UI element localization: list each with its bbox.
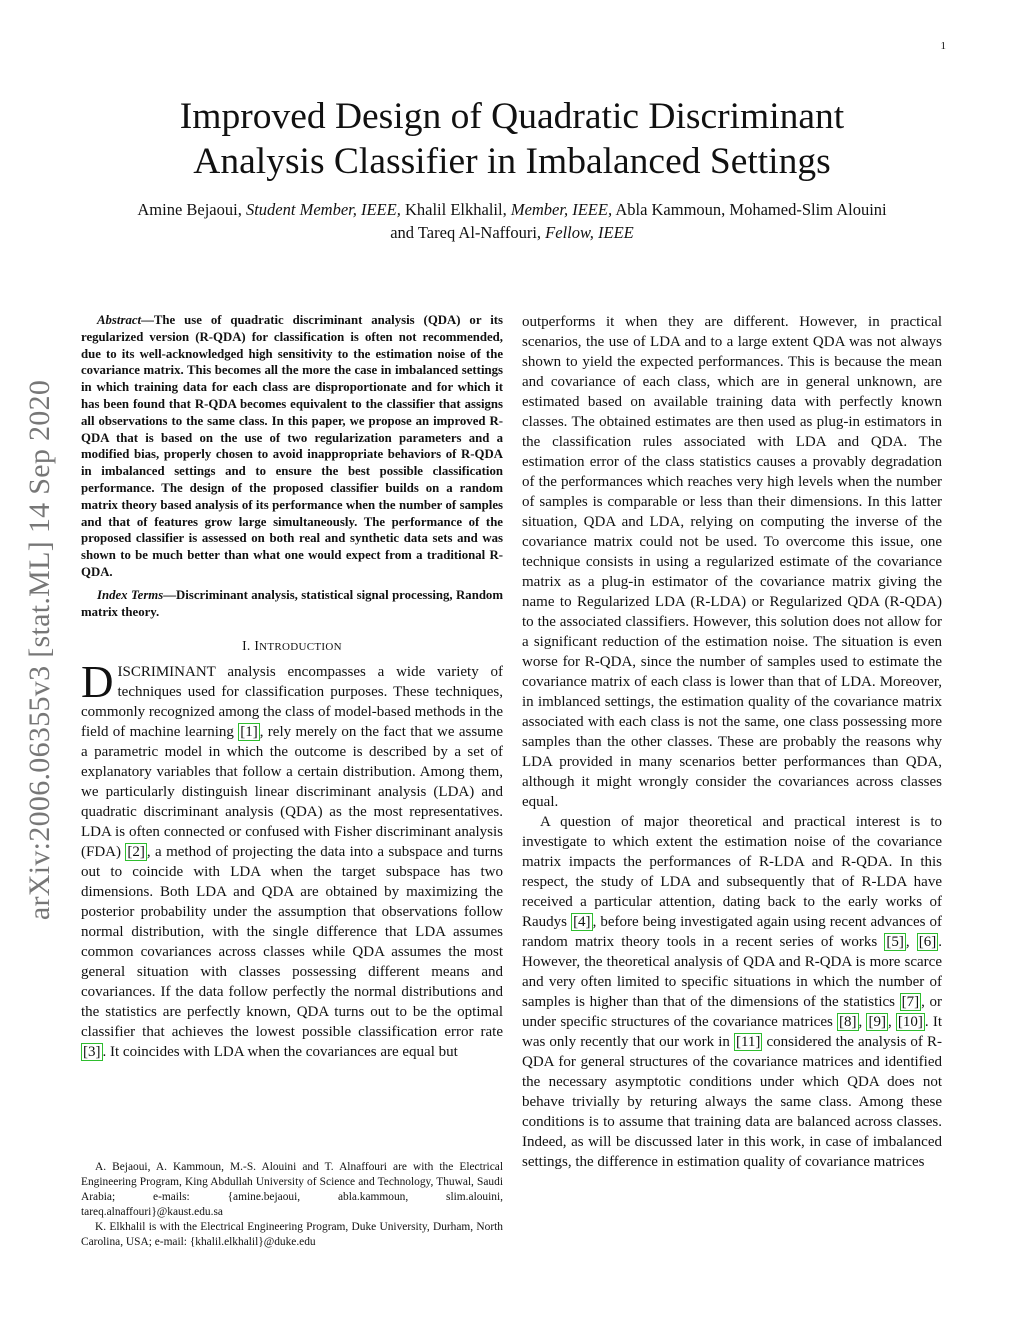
right-text-c: ,: [905, 934, 917, 950]
section-numeral: I.: [242, 638, 251, 654]
author-4-role: Fellow, IEEE: [545, 223, 634, 242]
author-2-role: Member, IEEE,: [510, 200, 613, 219]
right-column: [522, 312, 942, 1172]
citation-link[interactable]: [8]: [839, 1014, 857, 1030]
arxiv-stamp: [20, 350, 60, 950]
intro-text-1: analysis encompasses a wide variety of techniques used for classification purposes. These techniques, commonly recognized among the class of model-based methods in the field of machine learning: [81, 664, 503, 741]
left-column: [81, 312, 503, 1062]
footnote-affiliation-1: A. Bejaoui, A. Kammoun, M.-S. Alouini and T. Alnaffouri are with the Electrical Engineering Program, King Abdullah University of Science and Technology, Thuwal, Saudi Arabia; e-mails: {amine.bejaoui, abla.kammoun, slim.alouini, tareq.alnaffouri}@kaust.edu.sa: [81, 1161, 503, 1218]
title-line-1: Improved Design of Quadratic Discriminant: [179, 96, 845, 137]
right-text-g: ,: [887, 1014, 896, 1030]
right-paragraph-2: [522, 812, 942, 1172]
footnote-affiliation-2: K. Elkhalil is with the Electrical Engineering Program, Duke University, Durham, North Carolina, USA; e-mail: {khalil.elkhalil}@duke.edu: [81, 1221, 503, 1248]
right-text-f: ,: [858, 1014, 867, 1030]
author-4: and Tareq Al-Naffouri,: [390, 223, 542, 242]
author-3: Abla Kammoun, Mohamed-Slim Alouini: [615, 200, 887, 219]
author-1-role: Student Member, IEEE,: [245, 200, 401, 219]
right-paragraph-1: outperforms it when they are different. However, in practical scenarios, the use of LDA and to a large extent QDA was not always shown to yield the expected performances. This is because the mean and covariance of each class, which are in general unknown, are estimated based on available training data with perfectly known classes. The obtained estimates are then used as plug-in estimators in the classification rules associated with LDA and QDA. The estimation error of the class statistics causes a provably degradation of the performances which reaches very high levels when the number of samples is comparable or less than their dimensions. In this latter situation, QDA and LDA, relying on computing the inverse of the covariance matrix could not be used. To overcome this issue, one technique consists in using a regularized estimate of the covariance matrix as a plug-in estimator of the covariance matrix giving the name to Regularized LDA (R-LDA) or Regularized QDA (R-QDA) to the associated classifiers. However, this solution does not allow for a significant reduction of the estimation noise. The situation is even worse for R-QDA, since the number of samples used to estimate the covariance matrix of each class is lower than that of LDA. Moreover, in imblanced settings, the estimation quality of the covariance matrix associated with each class is not the same, one class possessing more samples than the other classes. These are probably the reasons why LDA provided in many scenarios better performances than QDA, although it might wrongly consider the covariances across classes equal.: [522, 314, 942, 810]
right-text-b: , before being investigated again using recent advances of random matrix theory tools in a recent series of works: [522, 914, 942, 950]
author-1: Amine Bejaoui,: [137, 200, 242, 219]
intro-lead: ISCRIMINANT: [117, 664, 216, 681]
intro-text-2: , rely merely on the fact that we assume a parametric model in which the outcome is described by a set of explanatory variables that follow a certain distribution. Among them, we particularly distinguish linear discriminant analysis (LDA) and quadratic discriminant analysis (QDA) as the most representatives. LDA is often connected or confused with Fisher discriminant analysis (FDA): [81, 724, 503, 861]
citation-link[interactable]: [1]: [240, 724, 258, 741]
right-text-d: . However, the theoretical analysis of QDA and R-QDA is more scarce and very often limited to specific situations in which the number of samples is higher than that of the dimensions of the statistics: [522, 934, 943, 1010]
footnotes: [81, 1160, 503, 1250]
right-text-e: , or under specific structures of the covariance matrices: [522, 994, 943, 1030]
abstract: [81, 312, 503, 581]
citation-link[interactable]: [10]: [897, 1014, 923, 1030]
index-terms: [81, 587, 503, 621]
citation-link[interactable]: [5]: [886, 934, 904, 950]
section-title-rest: NTRODUCTION: [259, 641, 342, 654]
citation-link[interactable]: [9]: [868, 1014, 886, 1030]
paper-title: [80, 94, 944, 184]
abstract-label: Abstract: [97, 313, 142, 327]
right-text-i: considered the analysis of R-QDA for general structures of the covariance matrices and identified the necessary asymptotic conditions under which QDA does not behave trivially by returing always the same class. Among these conditions is to assume that training data are balanced across classes. Indeed, as will be discussed later in this work, in case of imbalanced settings, the difference in estimation quality of covariance matrices: [522, 1034, 943, 1170]
intro-text-3: , a method of projecting the data into a subspace and turns out to coincide with LDA when the target subspace has two dimensions. Both LDA and QDA are obtained by maximizing the posterior probability under the assumption that observations follow normal distribution, with the single difference that LDA assumes common covariances across classes while QDA assumes the most general situation with classes possessing different means and covariances. If the data follow perfectly the normal distributions and the statistics are perfectly known, QDA turns out to be the optimal classifier that achieves the lowest possible classification error rate: [81, 844, 503, 1041]
drop-cap: D: [81, 657, 114, 708]
intro-text-4: . It coincides with LDA when the covariances are equal but: [102, 1044, 458, 1061]
citation-link[interactable]: [2]: [127, 844, 145, 861]
citation-link[interactable]: [11]: [735, 1034, 761, 1050]
citation-link[interactable]: [7]: [901, 994, 920, 1010]
page-number: 1: [940, 40, 946, 52]
section-initial: I: [254, 638, 260, 654]
index-terms-label: Index Terms: [97, 587, 164, 602]
intro-paragraph: [81, 657, 503, 1062]
abstract-text: —The use of quadratic discriminant analysis (QDA) or its regularized version (R-QDA) for classification is often not recommended, due to its well-acknowledged high sensitivity to the estimation noise of the covariance matrix. This becomes all the more the case in imbalanced settings in which training data for each class are disproportionate and for which it has been found that R-QDA becomes equivalent to the classifier that assigns all observations to the same class. In this paper, we propose an improved R-QDA that is based on the use of two regularization parameters and a modified bias, properly chosen to avoid inappropriate behaviors of R-QDA in imbalanced settings and to ensure the best possible classification performance. The design of the proposed classifier builds on a random matrix theory based analysis of its performance when the number of samples and that of features grow large simultaneously. The performance of the proposed classifier is assessed on both real and synthetic data sets and was shown to be much better than what one would expect from a traditional R-QDA.: [81, 313, 503, 579]
title-line-2: Analysis Classifier in Imbalanced Settings: [193, 141, 831, 182]
citation-link[interactable]: [4]: [573, 914, 591, 930]
right-text-a: A question of major theoretical and practical interest is to investigate to which extent the estimation noise of the covariance matrix impacts the performances of R-LDA and R-QDA. In this respect, the study of LDA and subsequently that of R-LDA have received a particular attention, dating back to the early works of Raudys: [522, 814, 942, 930]
author-list: [70, 198, 954, 244]
arxiv-stamp-text: arXiv:2006.06355v3 [stat.ML] 14 Sep 2020: [23, 379, 56, 921]
citation-link[interactable]: [6]: [918, 934, 937, 950]
author-2: Khalil Elkhalil,: [404, 200, 507, 219]
section-heading: [81, 638, 503, 654]
right-text-h: . It was only recently that our work in: [522, 1014, 942, 1050]
citation-link[interactable]: [3]: [83, 1044, 101, 1061]
index-terms-text: —Discriminant analysis, statistical signal processing, Random matrix theory.: [81, 587, 503, 619]
